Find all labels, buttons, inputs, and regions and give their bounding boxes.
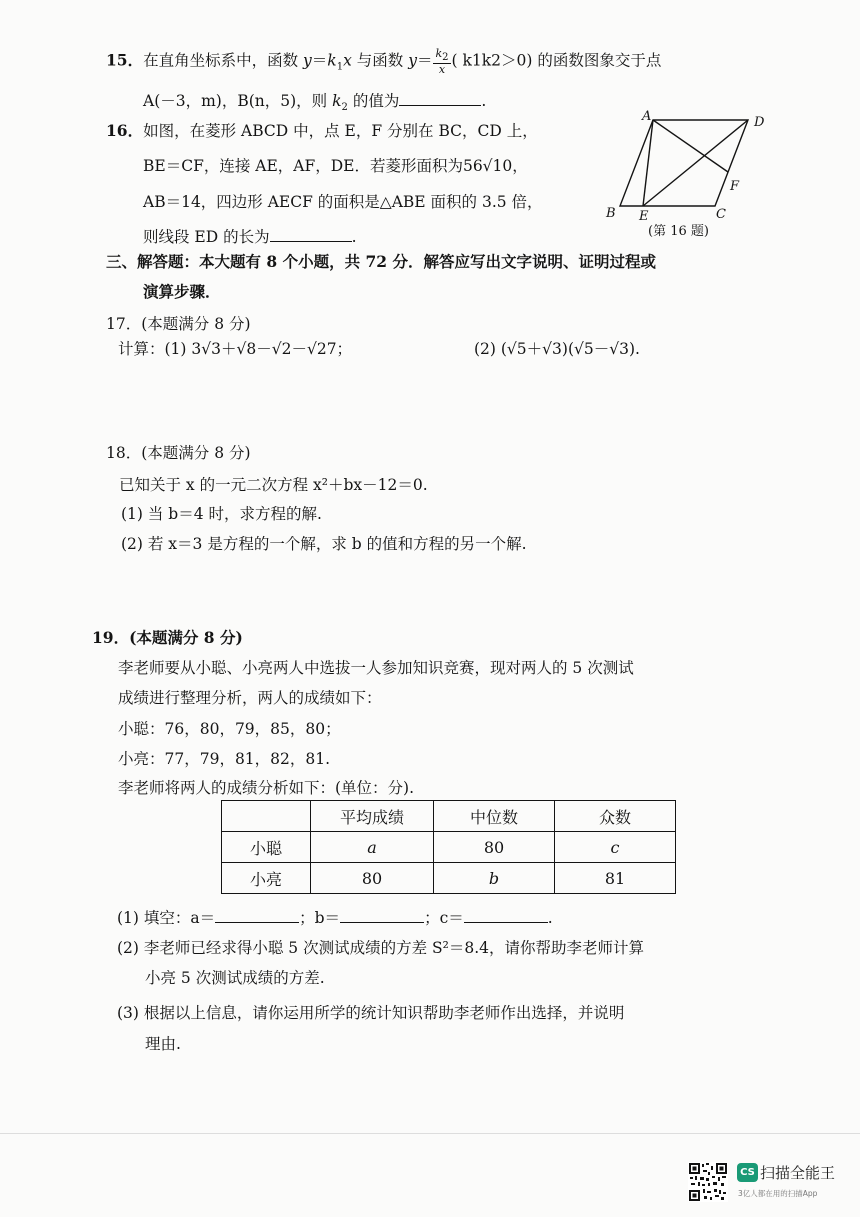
table-header-cell: 中位数 (434, 801, 555, 832)
question-16-line-4: 则线段 ED 的长为 . (143, 225, 357, 248)
label-f: F (730, 179, 740, 194)
question-18-part-2: (2) 若 x＝3 是方程的一个解，求 b 的值和方程的另一个解. (121, 535, 527, 553)
question-19-line-2: 成绩进行整理分析，两人的成绩如下： (118, 689, 382, 707)
table-cell: 小聪 (222, 832, 311, 863)
app-name: 扫描全能王 (760, 1164, 836, 1182)
question-18-part-1: (1) 当 b＝4 时，求方程的解. (121, 505, 322, 523)
table-cell: c (555, 832, 676, 863)
question-16-line-1: 16．如图，在菱形 ABCD 中，点 E，F 分别在 BC，CD 上， (106, 121, 538, 140)
table-cell: a (311, 832, 434, 863)
question-17-part-2: (2) (√5＋√3)(√5－√3). (474, 340, 640, 358)
table-header-cell: 平均成绩 (311, 801, 434, 832)
question-18-stem: 已知关于 x 的一元二次方程 x²＋bx－12＝0. (119, 476, 428, 494)
answer-blank-c[interactable] (464, 906, 548, 923)
label-a: A (642, 109, 652, 124)
answer-blank-q15[interactable] (399, 89, 481, 106)
question-17-part-1: 计算：(1) 3√3＋√8－√2－√27； (118, 340, 353, 358)
camscanner-logo-icon: CS (737, 1163, 758, 1182)
question-19-part-2-line-2: 小亮 5 次测试成绩的方差. (145, 969, 325, 987)
rhombus-area-value: 56√10 (462, 157, 513, 175)
label-e: E (639, 209, 649, 224)
fraction-k2-over-x: $\frac{k_2}{x}$ (435, 47, 449, 77)
question-19-part-3-line-2: 理由. (145, 1035, 181, 1053)
table-cell: 小亮 (222, 863, 311, 894)
rhombus-lines (620, 120, 748, 206)
label-d: D (754, 115, 765, 130)
question-15-line-2: A(－3，m)，B(n，5)，则 $k_2$ 的值为 . (143, 89, 486, 119)
score-analysis-table (221, 800, 676, 894)
answer-blank-q16[interactable] (270, 225, 352, 242)
table-header-cell (222, 801, 311, 832)
question-18-heading: 18．(本题满分 8 分) (106, 444, 251, 462)
table-cell: 81 (555, 863, 676, 894)
xiaocong-scores: 小聪：76，80，79，85，80； (118, 720, 341, 738)
scanner-brand (737, 1162, 835, 1183)
question-19-part-3-line-1: (3) 根据以上信息，请你运用所学的统计知识帮助李老师作出选择，并说明 (117, 1004, 625, 1022)
question-16-line-3: AB＝14，四边形 AECF 的面积是△ABE 面积的 3.5 倍， (143, 193, 543, 211)
table-row (222, 832, 676, 863)
question-19-line-1: 李老师要从小聪、小亮两人中选拔一人参加知识竞赛，现对两人的 5 次测试 (118, 659, 634, 677)
xiaoliang-scores: 小亮：77，79，81，82，81. (118, 750, 331, 768)
table-header-cell: 众数 (555, 801, 676, 832)
question-15-number: 15． (106, 50, 144, 70)
question-16-line-2: BE＝CF，连接 AE，AF，DE．若菱形面积为56√10， (143, 157, 528, 175)
qr-code-icon (688, 1162, 728, 1202)
app-tagline: 3亿人都在用的扫描App (738, 1189, 818, 1198)
footer-divider (0, 1133, 860, 1134)
table-header-row (222, 801, 676, 832)
section-3-heading: 三、解答题：本大题有 8 个小题，共 72 分．解答应写出文字说明、证明过程或 (106, 252, 656, 271)
question-19-part-1: (1) 填空：a＝ ；b＝ ；c＝ . (117, 906, 553, 929)
table-cell: 80 (311, 863, 434, 894)
table-cell: 80 (434, 832, 555, 863)
question-17-heading: 17．(本题满分 8 分) (106, 315, 251, 333)
label-c: C (716, 207, 726, 222)
question-19-part-2-line-1: (2) 李老师已经求得小聪 5 次测试成绩的方差 S²＝8.4，请你帮助李老师计算 (117, 939, 645, 957)
rhombus-abcd (620, 120, 748, 206)
section-3-heading-line-2: 演算步骤． (143, 282, 221, 301)
answer-blank-a[interactable] (215, 906, 299, 923)
figure-caption: (第 16 题) (648, 224, 709, 238)
label-b: B (606, 206, 616, 221)
rhombus-figure (600, 108, 800, 238)
question-19-heading: 19．(本题满分 8 分) (92, 628, 243, 647)
table-row (222, 863, 676, 894)
question-19-line-5: 李老师将两人的成绩分析如下：(单位：分). (118, 779, 415, 797)
answer-blank-b[interactable] (340, 906, 424, 923)
question-15-line-1: 15．在直角坐标系中，函数 $y=k_1x$ 与函数 y＝ $\frac{k_2}{x}$ ( k1k2＞0) 的函数图象交于点 (106, 47, 662, 77)
question-16-number: 16． (106, 121, 144, 140)
table-cell: b (434, 863, 555, 894)
